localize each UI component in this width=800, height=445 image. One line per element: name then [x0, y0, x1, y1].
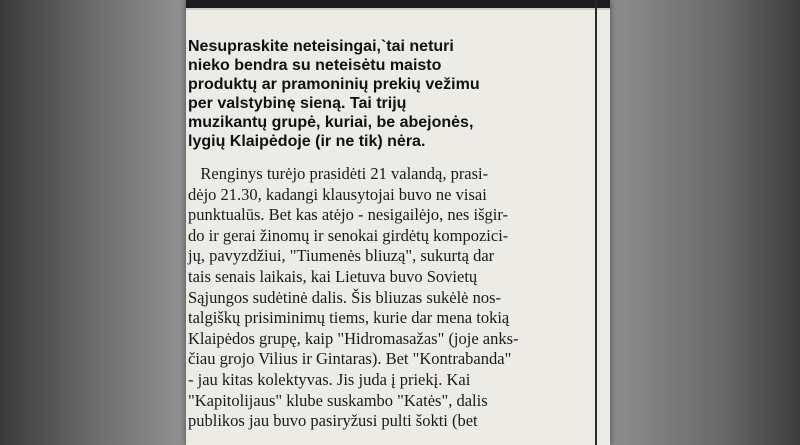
cropped-photo-edge	[186, 0, 610, 8]
newspaper-clipping	[186, 0, 610, 445]
lead-line: muzikantų grupė, kuriai, be abejonės,	[188, 114, 474, 131]
body-line: "Kapitolijaus" klube suskambo "Katės", dalis	[188, 390, 488, 410]
body-line: - jau kitas kolektyvas. Jis juda į priekį. Kai	[188, 369, 471, 389]
top-divider	[186, 8, 610, 10]
body-line: jų, pavyzdžiui, "Tiumenės bliuzą", sukurtą dar	[188, 246, 495, 266]
lead-paragraph	[188, 37, 598, 151]
body-line: tais senais laikais, kai Lietuva buvo Sovietų	[188, 266, 478, 286]
body-line: Renginys turėjo prasidėti 21 valandą, prasi-	[188, 164, 489, 183]
body-line: publikos jau buvo pasiryžusi pulti šokti (bet	[188, 411, 478, 431]
body-line: Sąjungos sudėtinė dalis. Šis bliuzas sukėlė nos-	[188, 287, 502, 307]
lead-line: lygių Klaipėdoje (ir ne tik) nėra.	[188, 133, 426, 150]
body-line: dėjo 21.30, kadangi klausytojai buvo ne visai	[188, 184, 487, 204]
body-line: Klaipėdos grupę, kaip "Hidromasažas" (joje anks-	[188, 328, 519, 348]
body-line: punktualūs. Bet kas atėjo - nesigailėjo, nes išgir-	[188, 205, 508, 225]
article-body	[188, 164, 598, 432]
lead-line: Nesupraskite neteisingai,`tai neturi	[188, 38, 454, 55]
lead-line: nieko bendra su neteisėtu maisto	[188, 57, 442, 74]
lead-line: produktų ar pramoninių prekių vežimu	[188, 76, 480, 93]
lead-line: per valstybinę sieną. Tai trijų	[188, 95, 407, 112]
body-line: čiau grojo Vilius ir Gintaras). Bet "Kontrabanda"	[188, 349, 512, 369]
body-line: talgiškų prisiminimų tiems, kurie dar mena tokią	[188, 308, 510, 328]
body-line: do ir gerai žinomų ir senokai girdėtų kompozici-	[188, 225, 509, 245]
